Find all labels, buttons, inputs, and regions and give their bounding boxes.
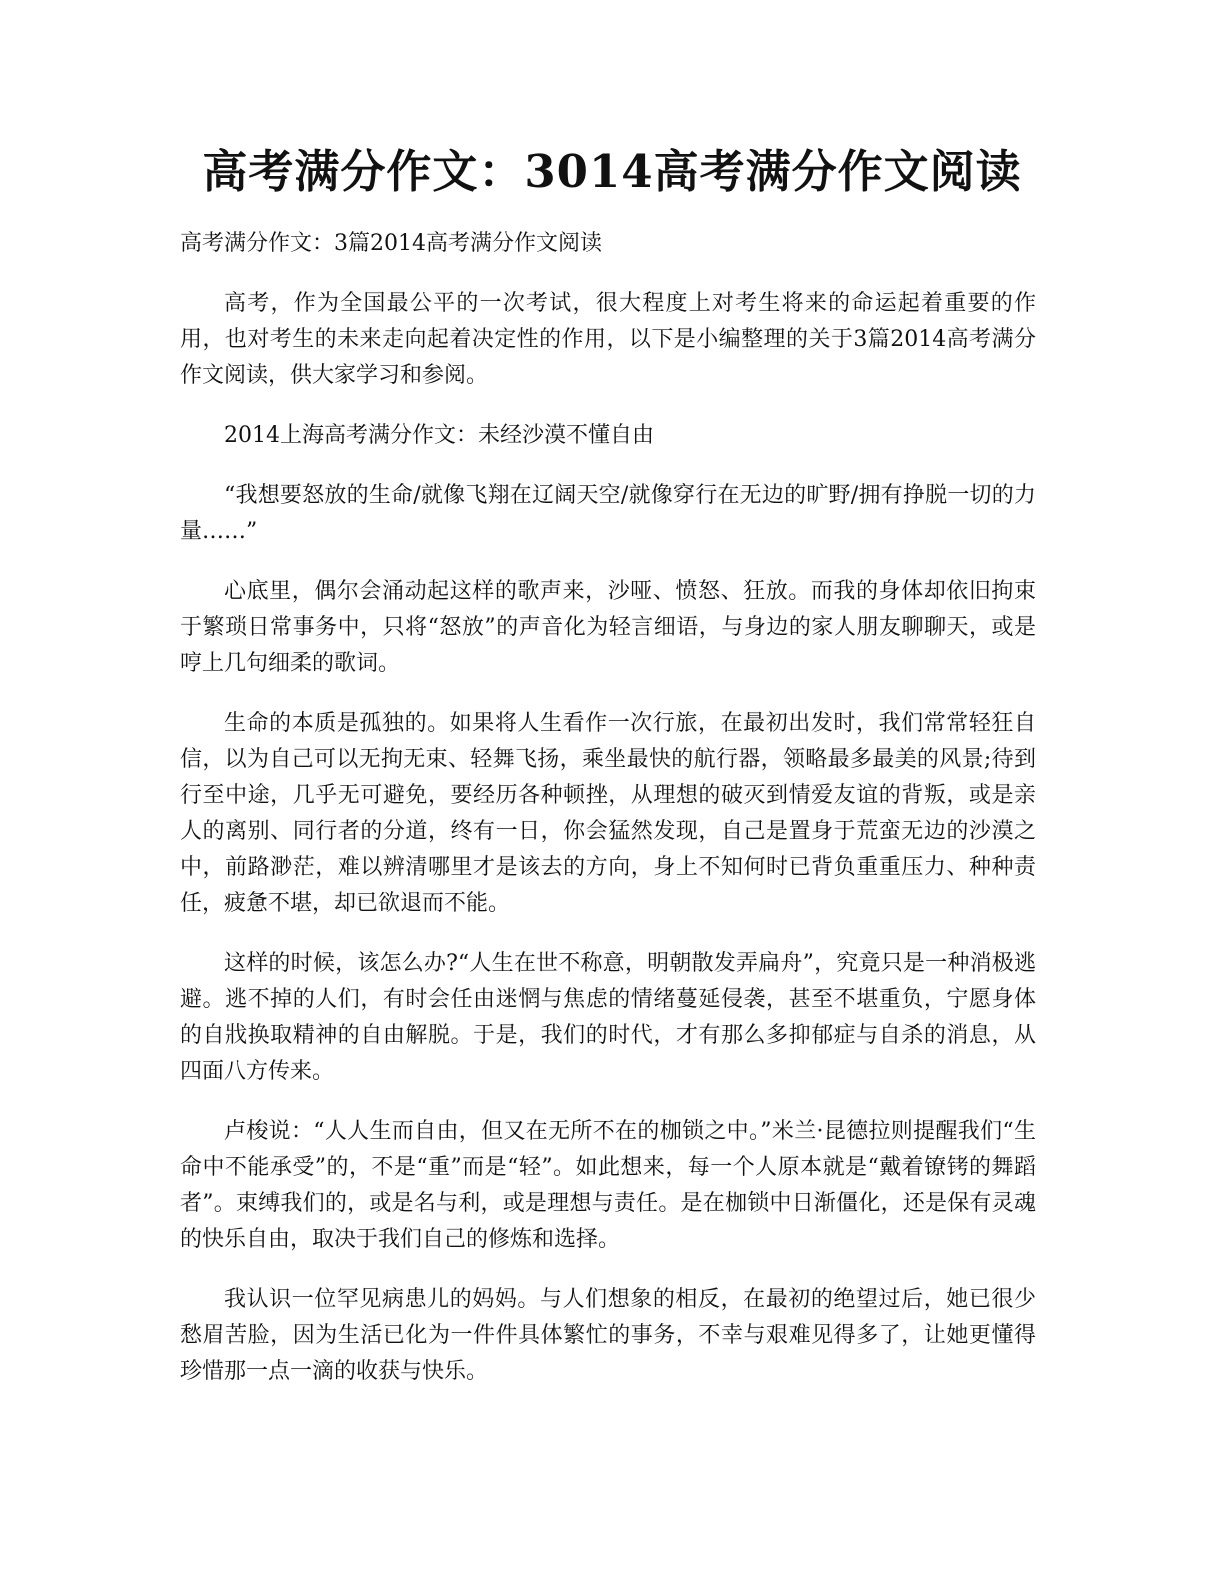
paragraph: 这样的时候，该怎么办?“人生在世不称意，明朝散发弄扁舟”，究竟只是一种消极逃避。逃不掉的人们，有时会任由迷惘与焦虑的情绪蔓延侵袭，甚至不堪重负，宁愿身体的自戕换取精神的自由解脱。于是，我们的时代，才有那么多抑郁症与自杀的消息，从四面八方传来。 xyxy=(180,951,1036,1084)
paragraph-quote: “我想要怒放的生命/就像飞翔在辽阔天空/就像穿行在无边的旷野/拥有挣脱一切的力量……” xyxy=(180,483,1036,544)
paragraph: 我认识一位罕见病患儿的妈妈。与人们想象的相反，在最初的绝望过后，她已很少愁眉苦脸，因为生活已化为一件件具体繁忙的事务，不幸与艰难见得多了，让她更懂得珍惜那一点一滴的收获与快乐。 xyxy=(180,1287,1036,1384)
paragraph: 心底里，偶尔会涌动起这样的歌声来，沙哑、愤怒、狂放。而我的身体却依旧拘束于繁琐日常事务中，只将“怒放”的声音化为轻言细语，与身边的家人朋友聊聊天，或是哼上几句细柔的歌词。 xyxy=(180,579,1036,676)
document-title: 高考满分作文：3014高考满分作文阅读 xyxy=(202,145,1022,198)
paragraph: 生命的本质是孤独的。如果将人生看作一次行旅，在最初出发时，我们常常轻狂自信，以为自己可以无拘无束、轻舞飞扬，乘坐最快的航行器，领略最多最美的风景;待到行至中途，几乎无可避免，要经历各种顿挫，从理想的破灭到情爱友谊的背叛，或是亲人的离别、同行者的分道，终有一日，你会猛然发现，自己是置身于荒蛮无边的沙漠之中，前路渺茫，难以辨清哪里才是该去的方向，身上不知何时已背负重重压力、种种责任，疲惫不堪，却已欲退而不能。 xyxy=(180,711,1036,916)
paragraph-essay-heading: 2014上海高考满分作文：未经沙漠不懂自由 xyxy=(224,423,654,448)
paragraph-intro: 高考，作为全国最公平的一次考试，很大程度上对考生将来的命运起着重要的作用，也对考生的未来走向起着决定性的作用，以下是小编整理的关于3篇2014高考满分作文阅读，供大家学习和参阅。 xyxy=(180,291,1036,388)
document-body xyxy=(180,226,1036,1414)
document-subtitle: 高考满分作文：3篇2014高考满分作文阅读 xyxy=(180,231,602,256)
paragraph: 卢梭说：“人人生而自由，但又在无所不在的枷锁之中。”米兰·昆德拉则提醒我们“生命中不能承受”的，不是“重”而是“轻”。如此想来，每一个人原本就是“戴着镣铐的舞蹈者”。束缚我们的，或是名与利，或是理想与责任。是在枷锁中日渐僵化，还是保有灵魂的快乐自由，取决于我们自己的修炼和选择。 xyxy=(180,1119,1036,1252)
